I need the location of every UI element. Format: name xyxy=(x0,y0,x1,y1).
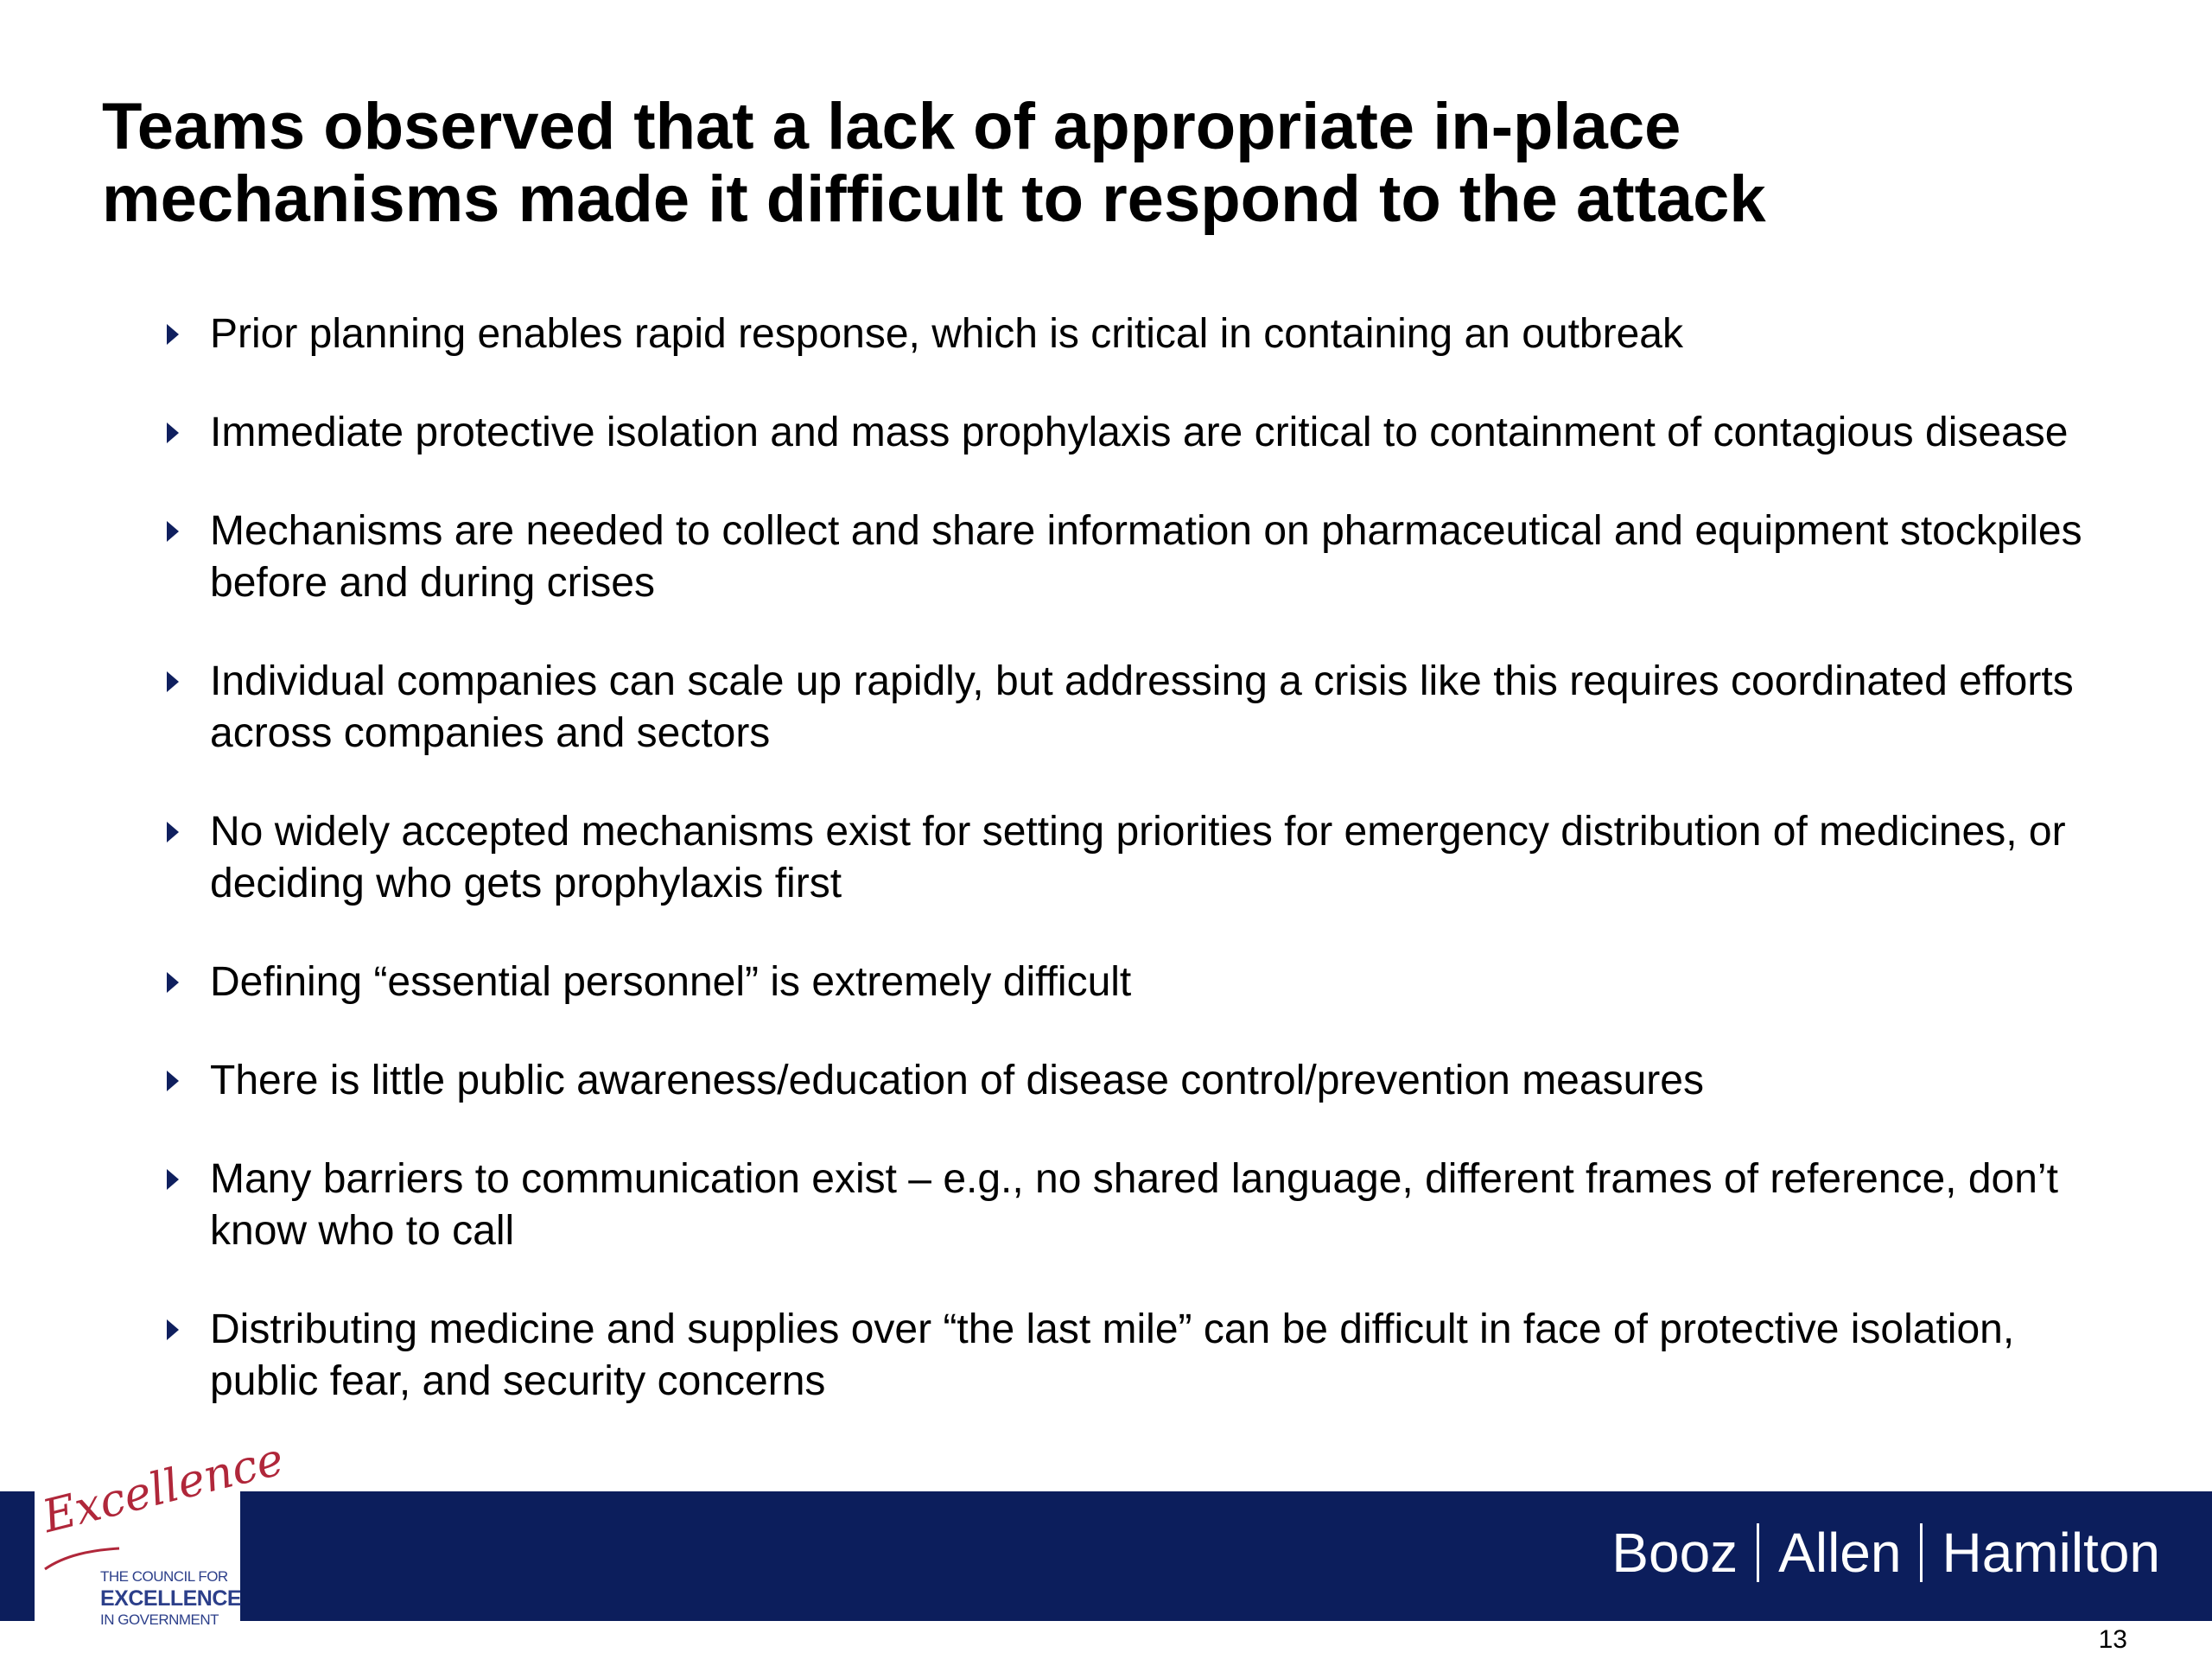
booz-allen-hamilton-logo xyxy=(1611,1522,2160,1583)
brand-word-hamilton: Hamilton xyxy=(1942,1522,2160,1584)
bullet-item xyxy=(164,1055,2117,1107)
bullet-text: Distributing medicine and supplies over “the last mile” can be difficult in face of protective isolation, public fear, and security concerns xyxy=(210,1306,2015,1404)
bullet-text: Many barriers to communication exist – e.g., no shared language, different frames of reference, don’t know who to call xyxy=(210,1156,2058,1254)
bullet-item xyxy=(164,806,2117,910)
bullet-text: No widely accepted mechanisms exist for setting priorities for emergency distribution of medicines, or deciding who gets prophylaxis first xyxy=(210,809,2066,906)
triangle-right-icon xyxy=(167,324,179,345)
slide-title-line-1: Teams observed that a lack of appropriate in-place xyxy=(102,90,1681,163)
council-for-excellence-logo xyxy=(35,1433,289,1640)
triangle-right-icon xyxy=(167,671,179,692)
page-number: 13 xyxy=(2098,1625,2127,1654)
bullet-text: Individual companies can scale up rapidly, but addressing a crisis like this requires coordinated efforts across companies and sectors xyxy=(210,658,2074,756)
brand-divider xyxy=(1920,1523,1923,1582)
bullet-item xyxy=(164,505,2117,609)
triangle-right-icon xyxy=(167,1169,179,1190)
bullet-item xyxy=(164,1154,2117,1257)
bullet-item xyxy=(164,957,2117,1008)
bullet-text: Immediate protective isolation and mass prophylaxis are critical to containment of contagious disease xyxy=(210,410,2069,455)
brand-word-booz: Booz xyxy=(1611,1522,1738,1584)
bullet-item xyxy=(164,308,2117,360)
logo-caption-line-2: EXCELLENCE xyxy=(100,1586,242,1611)
slide-title-line-2: mechanisms made it difficult to respond to the attack xyxy=(102,162,1766,236)
brand-divider xyxy=(1757,1523,1759,1582)
bullet-item xyxy=(164,656,2117,760)
bullet-item xyxy=(164,1304,2117,1408)
logo-script-text: Excellence xyxy=(37,1433,289,1543)
bullet-item xyxy=(164,407,2117,459)
triangle-right-icon xyxy=(167,972,179,993)
bullet-text: Mechanisms are needed to collect and share information on pharmaceutical and equipment stockpiles before and during crises xyxy=(210,508,2082,606)
bullet-text: There is little public awareness/education of disease control/prevention measures xyxy=(210,1058,1704,1103)
slide-title xyxy=(102,91,2089,236)
bullet-text: Prior planning enables rapid response, which is critical in containing an outbreak xyxy=(210,311,1683,357)
logo-caption xyxy=(100,1567,242,1630)
logo-caption-line-3: IN GOVERNMENT xyxy=(100,1611,219,1628)
brand-word-allen: Allen xyxy=(1778,1522,1902,1584)
triangle-right-icon xyxy=(167,1319,179,1340)
triangle-right-icon xyxy=(167,423,179,443)
triangle-right-icon xyxy=(167,521,179,542)
logo-caption-line-1: THE COUNCIL FOR xyxy=(100,1568,228,1585)
triangle-right-icon xyxy=(167,822,179,842)
triangle-right-icon xyxy=(167,1071,179,1091)
bullet-list xyxy=(164,308,2117,1408)
bullet-text: Defining “essential personnel” is extremely difficult xyxy=(210,959,1132,1005)
